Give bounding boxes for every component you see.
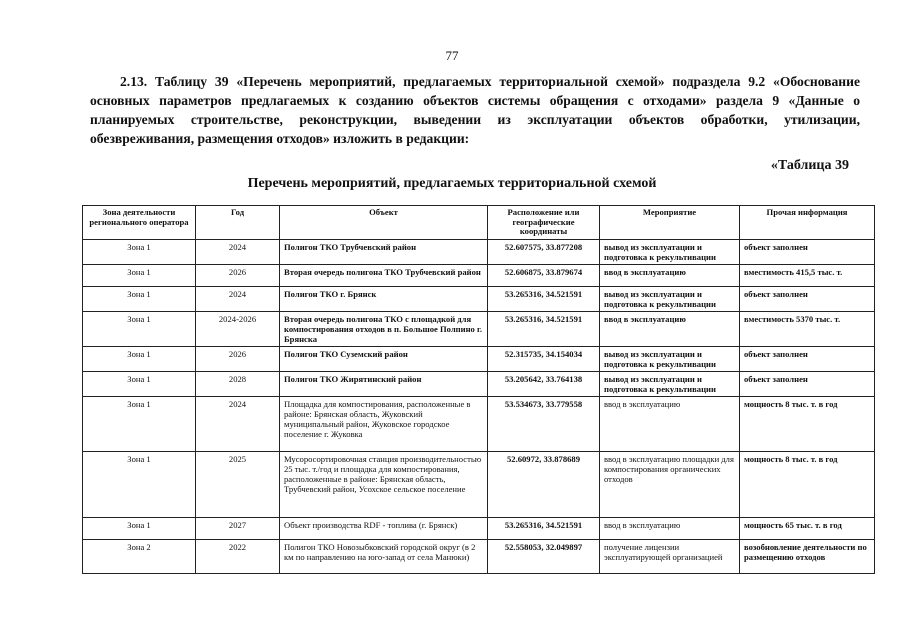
cell-info: объект заполнен <box>740 239 875 264</box>
col-header-info: Прочая информация <box>740 206 875 240</box>
cell-coords: 53.205642, 33.764138 <box>488 371 600 396</box>
cell-year: 2026 <box>196 264 280 286</box>
cell-object: Мусоросортировочная станция производительностью 25 тыс. т./год и площадка для компостирования, расположенные в районе: Брянская область, Трубчевский район, Усохское сельское поселение <box>280 451 488 517</box>
cell-year: 2024 <box>196 286 280 311</box>
cell-year: 2024-2026 <box>196 311 280 346</box>
cell-coords: 52.607575, 33.877208 <box>488 239 600 264</box>
cell-info: объект заполнен <box>740 286 875 311</box>
cell-year: 2025 <box>196 451 280 517</box>
col-header-year: Год <box>196 206 280 240</box>
cell-zone: Зона 1 <box>83 451 196 517</box>
cell-action: получение лицензии эксплуатирующей организацией <box>600 539 740 573</box>
cell-year: 2026 <box>196 346 280 371</box>
cell-action: ввод в эксплуатацию площадки для компостирования органических отходов <box>600 451 740 517</box>
cell-action: вывод из эксплуатации и подготовка к рекультивации <box>600 239 740 264</box>
cell-info: вместимость 415,5 тыс. т. <box>740 264 875 286</box>
cell-zone: Зона 1 <box>83 346 196 371</box>
cell-coords: 53.534673, 33.779558 <box>488 396 600 451</box>
table-row <box>83 346 875 371</box>
cell-zone: Зона 1 <box>83 371 196 396</box>
cell-zone: Зона 1 <box>83 264 196 286</box>
cell-object: Полигон ТКО Новозыбковский городской округ (в 2 км по направлению на юго-запад от села Манюки) <box>280 539 488 573</box>
cell-action: вывод из эксплуатации и подготовка к рекультивации <box>600 346 740 371</box>
cell-action: ввод в эксплуатацию <box>600 264 740 286</box>
cell-zone: Зона 2 <box>83 539 196 573</box>
table-label: «Таблица 39 <box>770 158 849 173</box>
cell-object: Полигон ТКО Суземский район <box>280 346 488 371</box>
table-header-row <box>83 206 875 240</box>
cell-info: возобновление деятельности по размещению отходов <box>740 539 875 573</box>
cell-year: 2024 <box>196 239 280 264</box>
amendment-paragraph: 2.13. Таблицу 39 «Перечень мероприятий, предлагаемых территориальной схемой» подраздела 9.2 «Обоснование основных параметров предлагаемых к созданию объектов системы обращения с отходами» раздела 9 «Данные о планируемых строительстве, реконструкции, выведении из эксплуатации объектов обработки, утилизации, обезвреживания, размещения отходов» изложить в редакции: <box>90 74 860 146</box>
cell-coords: 53.265316, 34.521591 <box>488 311 600 346</box>
cell-info: объект заполнен <box>740 346 875 371</box>
cell-year: 2028 <box>196 371 280 396</box>
table-row <box>83 311 875 346</box>
table-row <box>83 451 875 517</box>
cell-object: Вторая очередь полигона ТКО с площадкой для компостирования отходов в п. Большое Полпино г. Брянска <box>280 311 488 346</box>
col-header-zone: Зона деятельности регионального оператора <box>83 206 196 240</box>
table-row <box>83 396 875 451</box>
cell-coords: 53.265316, 34.521591 <box>488 286 600 311</box>
cell-zone: Зона 1 <box>83 311 196 346</box>
cell-object: Вторая очередь полигона ТКО Трубчевский район <box>280 264 488 286</box>
cell-object: Полигон ТКО Трубчевский район <box>280 239 488 264</box>
table-row <box>83 286 875 311</box>
cell-action: ввод в эксплуатацию <box>600 396 740 451</box>
cell-coords: 52.606875, 33.879674 <box>488 264 600 286</box>
cell-action: вывод из эксплуатации и подготовка к рекультивации <box>600 286 740 311</box>
col-header-coords: Расположение или географические координаты <box>488 206 600 240</box>
cell-object: Площадка для компостирования, расположенные в районе: Брянская область, Жуковский муниципальный район, Жуковское городское поселение г. Жуковка <box>280 396 488 451</box>
table-row <box>83 517 875 539</box>
measures-table <box>82 205 875 574</box>
col-header-object: Объект <box>280 206 488 240</box>
table-caption: Перечень мероприятий, предлагаемых территориальной схемой <box>247 176 657 191</box>
cell-object: Полигон ТКО Жирятинский район <box>280 371 488 396</box>
page-number: 77 <box>445 48 459 63</box>
cell-coords: 52.60972, 33.878689 <box>488 451 600 517</box>
cell-object: Объект производства RDF - топлива (г. Брянск) <box>280 517 488 539</box>
cell-year: 2024 <box>196 396 280 451</box>
cell-year: 2022 <box>196 539 280 573</box>
cell-zone: Зона 1 <box>83 286 196 311</box>
cell-info: мощность 8 тыс. т. в год <box>740 396 875 451</box>
cell-info: объект заполнен <box>740 371 875 396</box>
cell-info: вместимость 5370 тыс. т. <box>740 311 875 346</box>
cell-object: Полигон ТКО г. Брянск <box>280 286 488 311</box>
cell-info: мощность 8 тыс. т. в год <box>740 451 875 517</box>
cell-zone: Зона 1 <box>83 517 196 539</box>
cell-action: вывод из эксплуатации и подготовка к рекультивации <box>600 371 740 396</box>
table-row <box>83 264 875 286</box>
cell-zone: Зона 1 <box>83 396 196 451</box>
cell-action: ввод в эксплуатацию <box>600 311 740 346</box>
cell-coords: 52.315735, 34.154034 <box>488 346 600 371</box>
cell-action: ввод в эксплуатацию <box>600 517 740 539</box>
cell-year: 2027 <box>196 517 280 539</box>
table-row <box>83 539 875 573</box>
cell-coords: 53.265316, 34.521591 <box>488 517 600 539</box>
cell-info: мощность 65 тыс. т. в год <box>740 517 875 539</box>
cell-zone: Зона 1 <box>83 239 196 264</box>
table-row <box>83 239 875 264</box>
cell-coords: 52.558053, 32.049897 <box>488 539 600 573</box>
table-row <box>83 371 875 396</box>
col-header-action: Мероприятие <box>600 206 740 240</box>
